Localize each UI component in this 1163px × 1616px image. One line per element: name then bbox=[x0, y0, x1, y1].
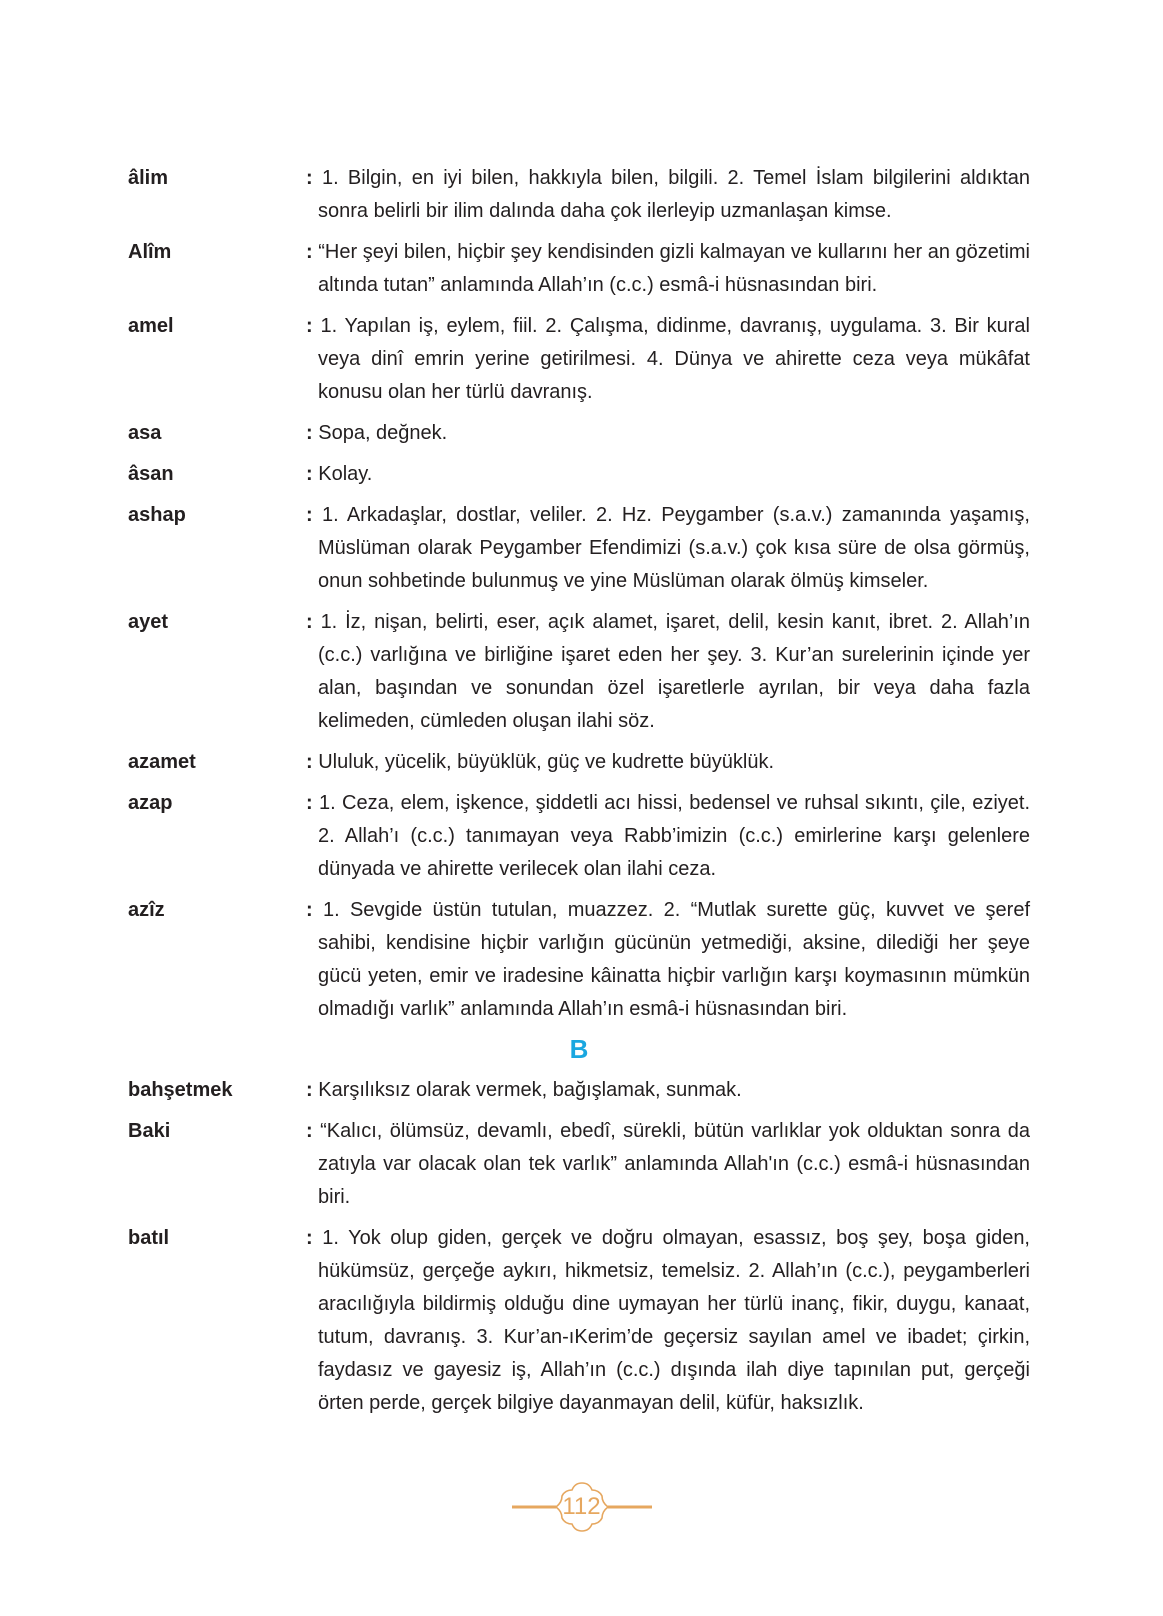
glossary-term: batıl bbox=[128, 1227, 170, 1249]
glossary-definition bbox=[306, 162, 1030, 228]
glossary-definition bbox=[306, 310, 1030, 409]
glossary-term: ayet bbox=[128, 611, 169, 633]
glossary-entry bbox=[128, 606, 1030, 738]
colon-separator: : bbox=[306, 792, 313, 814]
glossary-definition bbox=[306, 1074, 1030, 1107]
definition-text: 1. Arkadaşlar, dostlar, veliler. 2. Hz. Peygamber (s.a.v.) zamanında yaşamış, Müslüman olarak Peygamber Efendimizi (s.a.v.) çok kısa süre de olsa görmüş, onun sohbetinde bulunmuş ve yine Müslüman olarak ölmüş kimseler. bbox=[318, 504, 1030, 592]
glossary-section-a bbox=[128, 162, 1030, 1026]
colon-separator: : bbox=[306, 504, 313, 526]
glossary-definition bbox=[306, 499, 1030, 598]
glossary-entry bbox=[128, 787, 1030, 886]
glossary-entry bbox=[128, 417, 1030, 450]
colon-separator: : bbox=[306, 611, 313, 633]
glossary-term: azap bbox=[128, 792, 173, 814]
glossary-section-b bbox=[128, 1074, 1030, 1420]
glossary-term: âsan bbox=[128, 463, 174, 485]
glossary-definition bbox=[306, 606, 1030, 738]
glossary-term: bahşetmek bbox=[128, 1079, 233, 1101]
glossary-definition bbox=[306, 787, 1030, 886]
glossary-entry bbox=[128, 162, 1030, 228]
glossary-definition bbox=[306, 236, 1030, 302]
glossary-entry bbox=[128, 894, 1030, 1026]
glossary-definition bbox=[306, 1222, 1030, 1420]
definition-text: “Her şeyi bilen, hiçbir şey kendisinden gizli kalmayan ve kullarını her an gözetimi altında tutan” anlamında Allah’ın (c.c.) esmâ-i hüsnasından biri. bbox=[318, 241, 1031, 296]
definition-text: 1. Yapılan iş, eylem, fiil. 2. Çalışma, didinme, davranış, uygulama. 3. Bir kural veya dinî emrin yerine getirilmesi. 4. Dünya ve ahirette ceza veya mükâfat konusu olan her türlü davranış. bbox=[318, 315, 1030, 403]
glossary-entry bbox=[128, 1074, 1030, 1107]
colon-separator: : bbox=[306, 899, 313, 921]
definition-text: 1. Yok olup giden, gerçek ve doğru olmayan, esassız, boş şey, boşa giden, hükümsüz, gerçeğe aykırı, hikmetsiz, temelsiz. 2. Allah’ın (c.c.), peygamberleri aracılığıyla bildirmiş olduğu dine uymayan her türlü inanç, fikir, duygu, kanaat, tutum, davranış. 3. Kur’an-ıKerim’de geçersiz sayılan amel ve ibadet; çirkin, faydasız ve gayesiz iş, Allah’ın (c.c.) dışında ilah diye tapınılan put, gerçeği örten perde, gerçek bilgiye dayanmayan delil, küfür, haksızlık. bbox=[318, 1227, 1030, 1414]
colon-separator: : bbox=[306, 463, 313, 485]
page-footer bbox=[0, 1478, 1163, 1538]
glossary-entry bbox=[128, 236, 1030, 302]
colon-separator: : bbox=[306, 167, 313, 189]
page-number-ornament bbox=[512, 1478, 652, 1538]
glossary-definition bbox=[306, 746, 1030, 779]
page-number: 112 bbox=[562, 1493, 601, 1520]
colon-separator: : bbox=[306, 315, 313, 337]
colon-separator: : bbox=[306, 1227, 313, 1249]
glossary-page bbox=[128, 162, 1030, 1428]
definition-text: 1. Ceza, elem, işkence, şiddetli acı hissi, bedensel ve ruhsal sıkıntı, çile, eziyet. 2. Allah’ı (c.c.) tanımayan veya Rabb’imizin (c.c.) emirlerine karşı gelenlere dünyada ve ahirette verilecek olan ilahi ceza. bbox=[318, 792, 1031, 880]
glossary-term: âlim bbox=[128, 167, 169, 189]
section-letter-heading: B bbox=[569, 1034, 589, 1064]
glossary-term: azamet bbox=[128, 751, 196, 773]
glossary-term: azîz bbox=[128, 899, 165, 921]
glossary-entry bbox=[128, 1222, 1030, 1420]
definition-text: Kolay. bbox=[318, 463, 373, 485]
definition-text: 1. Bilgin, en iyi bilen, hakkıyla bilen, bilgili. 2. Temel İslam bilgilerini aldıktan sonra belirli bir ilim dalında daha çok ilerleyip uzmanlaşan kimse. bbox=[318, 167, 1031, 222]
colon-separator: : bbox=[306, 751, 313, 773]
colon-separator: : bbox=[306, 422, 313, 444]
glossary-definition bbox=[306, 1115, 1030, 1214]
glossary-entry bbox=[128, 499, 1030, 598]
definition-text: Karşılıksız olarak vermek, bağışlamak, sunmak. bbox=[318, 1079, 742, 1101]
definition-text: 1. Sevgide üstün tutulan, muazzez. 2. “Mutlak surette güç, kuvvet ve şeref sahibi, kendisine hiçbir varlığın gücünün yetmediği, aksine, dilediği her şeye gücü yeten, emir ve iradesine kâinatta hiçbir varlığın karşı koymasının mümkün olmadığı varlık” anlamında Allah’ın esmâ-i hüsnasından biri. bbox=[318, 899, 1030, 1020]
glossary-term: asa bbox=[128, 422, 162, 444]
glossary-term: ashap bbox=[128, 504, 186, 526]
glossary-entry bbox=[128, 310, 1030, 409]
glossary-definition bbox=[306, 894, 1030, 1026]
colon-separator: : bbox=[306, 241, 313, 263]
colon-separator: : bbox=[306, 1120, 313, 1142]
glossary-entry bbox=[128, 746, 1030, 779]
glossary-term: Baki bbox=[128, 1120, 171, 1142]
glossary-definition bbox=[306, 417, 1030, 450]
definition-text: Sopa, değnek. bbox=[318, 422, 448, 444]
definition-text: “Kalıcı, ölümsüz, devamlı, ebedî, sürekli, bütün varlıklar yok olduktan sonra da zatıyla var olacak olan tek varlık” anlamında Allah'ın (c.c.) esmâ-i hüsnasından biri. bbox=[318, 1120, 1030, 1208]
colon-separator: : bbox=[306, 1079, 313, 1101]
glossary-term: amel bbox=[128, 315, 174, 337]
definition-text: Ululuk, yücelik, büyüklük, güç ve kudrette büyüklük. bbox=[318, 751, 775, 773]
glossary-entry bbox=[128, 1115, 1030, 1214]
definition-text: 1. İz, nişan, belirti, eser, açık alamet, işaret, delil, kesin kanıt, ibret. 2. Allah’ın (c.c.) varlığına ve birliğine işaret eden her şey. 3. Kur’an surelerinin içinde yer alan, başından ve sonundan özel işaretlerle ayrılan, bir veya daha fazla kelimeden, cümleden oluşan ilahi söz. bbox=[318, 611, 1030, 732]
glossary-term: Alîm bbox=[128, 241, 172, 263]
glossary-definition bbox=[306, 458, 1030, 491]
glossary-entry bbox=[128, 458, 1030, 491]
